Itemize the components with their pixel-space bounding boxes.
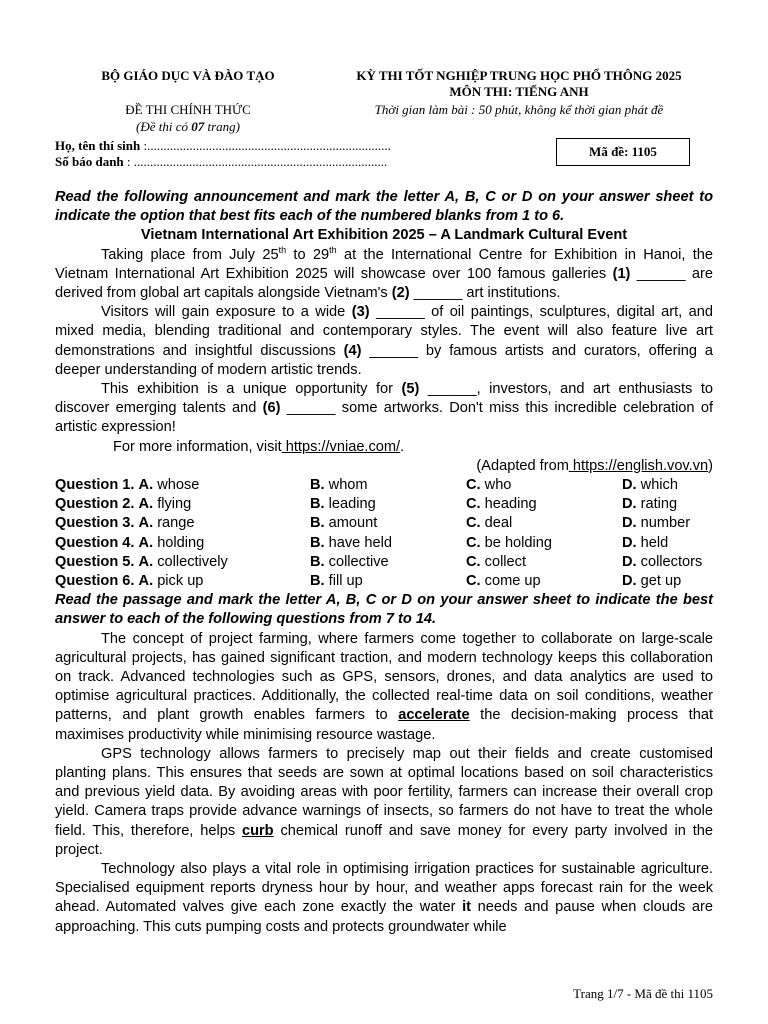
option-d[interactable] xyxy=(622,495,713,514)
option-letter: C. xyxy=(466,534,481,551)
announcement-paragraph-3: This exhibition is a unique opportunity for (5) ______, investors, and art enthusiasts to discover emerging talents and (6) ______ some artworks. Don't miss this incredible celebration of artistic expression! xyxy=(55,381,713,436)
option-letter: B. xyxy=(310,496,325,513)
passage-paragraph-3: Technology also plays a vital role in optimising irrigation practices for sustainable agriculture. Specialised equipment reports dryness hour by hour, and weather apps forecast rain for the week ahead. Automated valves give each zone exactly the water it needs and pause when clouds are approaching. This cuts pumping costs and protects groundwater while xyxy=(55,861,713,935)
option-b[interactable] xyxy=(310,514,466,533)
option-text: rating xyxy=(640,496,678,513)
option-b[interactable] xyxy=(310,495,466,514)
option-text: be holding xyxy=(484,534,553,551)
page-footer: Trang 1/7 - Mã đề thi 1105 xyxy=(573,986,713,1001)
question-row xyxy=(55,572,713,591)
option-letter: C. xyxy=(466,477,481,494)
option-a[interactable] xyxy=(55,572,310,591)
option-d[interactable] xyxy=(622,476,713,495)
option-text: come up xyxy=(484,572,541,589)
option-letter: B. xyxy=(310,515,325,532)
option-text: whom xyxy=(328,477,368,494)
section2-instruction: Read the passage and mark the letter A, B, C or D on your answer sheet to indicate the best answer to each of the following questions from 7 to 14. xyxy=(55,592,713,628)
option-text: have held xyxy=(328,534,392,551)
info-line: For more information, visit https://vniae.com/. xyxy=(113,438,405,455)
option-a[interactable] xyxy=(55,534,310,553)
candidate-id-field: Số báo danh : .............................................................................. xyxy=(55,154,388,169)
option-letter: B. xyxy=(310,534,325,551)
option-letter: D. xyxy=(622,515,637,532)
option-b[interactable] xyxy=(310,476,466,495)
option-text: collectors xyxy=(640,553,703,570)
announcement-paragraph-1: Taking place from July 25th to 29th at the International Centre for Exhibition in Hanoi, the Vietnam International Art Exhibition 2025 will showcase over 100 famous galleries (1) ______ are derived from global art capitals alongside Vietnam's (2) ______ art institutions. xyxy=(55,244,714,302)
section1-instruction: Read the following announcement and mark the letter A, B, C or D on your answer sheet to indicate the option that best fits each of the numbered blanks from 1 to 6. xyxy=(55,189,713,225)
option-b[interactable] xyxy=(310,534,466,553)
option-text: pick up xyxy=(157,572,204,589)
option-text: holding xyxy=(157,534,205,551)
option-text: flying xyxy=(157,496,192,513)
option-c[interactable] xyxy=(466,572,622,591)
option-d[interactable] xyxy=(622,553,713,572)
option-text: who xyxy=(484,477,512,494)
option-text: amount xyxy=(328,515,378,532)
option-c[interactable] xyxy=(466,476,622,495)
option-letter: A. xyxy=(138,553,154,570)
question-row xyxy=(55,514,713,533)
option-letter: B. xyxy=(310,553,325,570)
question-label: Question 2. xyxy=(55,496,135,513)
exam-title: KỲ THI TỐT NGHIỆP TRUNG HỌC PHỔ THÔNG 2025 xyxy=(356,68,682,83)
option-text: deal xyxy=(484,515,513,532)
option-letter: C. xyxy=(466,515,481,532)
vov-link[interactable]: https://english.vov.vn xyxy=(568,457,709,474)
option-d[interactable] xyxy=(622,572,713,591)
option-text: collectively xyxy=(157,553,228,570)
question-label: Question 4. xyxy=(55,534,135,551)
exam-content xyxy=(55,188,713,937)
option-letter: A. xyxy=(138,572,154,589)
page-count: (Đề thi có 07 trang) xyxy=(136,119,240,134)
question-row xyxy=(55,553,713,572)
option-letter: A. xyxy=(138,477,154,494)
option-d[interactable] xyxy=(622,534,713,553)
announcement-paragraph-2: Visitors will gain exposure to a wide (3) ______ of oil paintings, sculptures, digital art, and mixed media, blending traditional and contemporary styles. The event will also feature live art demonstrations and insightful discussions (4) ______ by famous artists and curators, offering a deeper understanding of modern artistic trends. xyxy=(55,304,713,378)
option-b[interactable] xyxy=(310,553,466,572)
option-letter: A. xyxy=(138,534,154,551)
option-c[interactable] xyxy=(466,514,622,533)
option-text: collect xyxy=(484,553,527,570)
question-list xyxy=(55,476,713,591)
duration: Thời gian làm bài : 50 phút, không kể thời gian phát đề xyxy=(374,102,664,117)
keyword-it: it xyxy=(462,899,472,916)
option-letter: A. xyxy=(138,515,154,532)
question-row xyxy=(55,534,713,553)
keyword-curb: curb xyxy=(241,822,274,839)
candidate-name-field: Họ, tên thí sinh :........................................................................... xyxy=(55,138,391,153)
option-letter: C. xyxy=(466,496,481,513)
ministry-name: BỘ GIÁO DỤC VÀ ĐÀO TẠO xyxy=(101,68,275,83)
question-label: Question 6. xyxy=(55,572,135,589)
option-letter: B. xyxy=(310,572,325,589)
option-letter: D. xyxy=(622,496,637,513)
option-text: held xyxy=(640,534,669,551)
option-text: which xyxy=(640,477,678,494)
passage-paragraph-1: The concept of project farming, where farmers come together to collaborate on large-scale agricultural projects, has gained significant traction, and modern technology keeps this collaboration on track. Advanced technologies such as GPS, sensors, drones, and data analytics are used to optimise agricultural practices. Additionally, the collected real-time data on soil conditions, weather patterns, and plant growth enables farmers to accelerate the decision-making process that maximises productivity while minimising resource wastage. xyxy=(55,630,714,743)
option-text: whose xyxy=(157,477,200,494)
announcement-title: Vietnam International Art Exhibition 2025 – A Landmark Cultural Event xyxy=(140,227,628,244)
subject: MÔN THI: TIẾNG ANH xyxy=(449,84,589,99)
question-label: Question 1. xyxy=(55,477,135,494)
option-letter: D. xyxy=(622,553,637,570)
option-letter: C. xyxy=(466,572,481,589)
option-letter: D. xyxy=(622,534,637,551)
vniae-link[interactable]: https://vniae.com/ xyxy=(281,438,401,455)
option-text: range xyxy=(157,515,195,532)
option-letter: A. xyxy=(138,496,154,513)
question-row xyxy=(55,495,713,514)
option-text: leading xyxy=(328,496,376,513)
option-a[interactable] xyxy=(55,514,310,533)
exam-code-box: Mã đề: 1105 xyxy=(556,138,690,166)
source-line: (Adapted from https://english.vov.vn) xyxy=(476,457,713,474)
option-c[interactable] xyxy=(466,534,622,553)
keyword-accelerate: accelerate xyxy=(398,707,470,724)
option-a[interactable] xyxy=(55,476,310,495)
option-c[interactable] xyxy=(466,495,622,514)
passage-paragraph-2: GPS technology allows farmers to precisely map out their fields and create customised planting plans. This ensures that seeds are sown at optimal locations based on soil characteristics and previous yield data. By avoiding areas with poor fertility, farmers can increase their overall crop yield. Camera traps provide advance warnings of insects, so farmers do not have to treat the whole field. This, therefore, helps curb chemical runoff and save money for every party involved in the project. xyxy=(55,745,713,858)
official-label: ĐỀ THI CHÍNH THỨC xyxy=(125,102,251,117)
option-letter: C. xyxy=(466,553,481,570)
option-a[interactable] xyxy=(55,553,310,572)
option-text: fill up xyxy=(328,572,363,589)
option-text: get up xyxy=(640,572,682,589)
option-a[interactable] xyxy=(55,495,310,514)
option-letter: B. xyxy=(310,477,325,494)
option-d[interactable] xyxy=(622,514,713,533)
option-letter: D. xyxy=(622,572,637,589)
question-label: Question 3. xyxy=(55,515,135,532)
option-letter: D. xyxy=(622,477,637,494)
option-text: number xyxy=(640,515,691,532)
question-row xyxy=(55,476,713,495)
option-text: heading xyxy=(484,496,537,513)
option-text: collective xyxy=(328,553,389,570)
option-b[interactable] xyxy=(310,572,466,591)
question-label: Question 5. xyxy=(55,553,135,570)
option-c[interactable] xyxy=(466,553,622,572)
